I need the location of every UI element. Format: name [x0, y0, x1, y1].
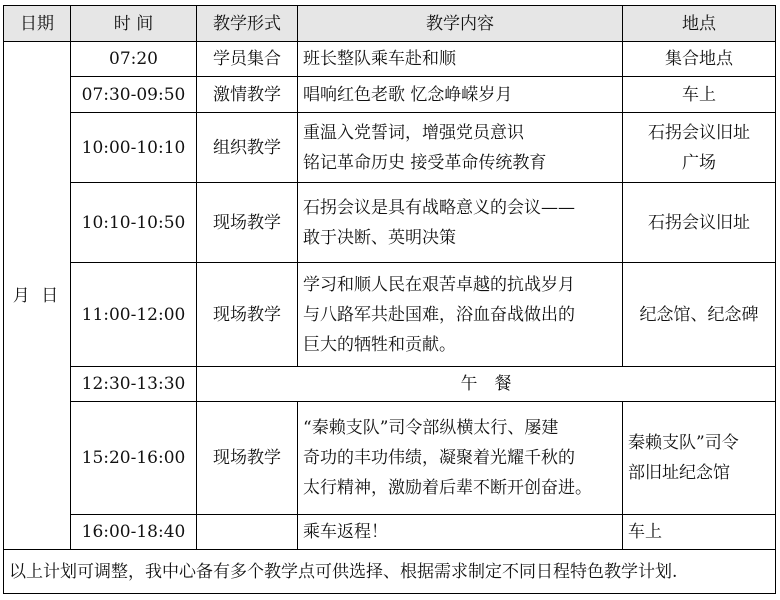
content-cell: [298, 113, 623, 183]
place-line: 秦赖支队”司令: [628, 433, 739, 453]
place-cell: [623, 183, 776, 263]
place-line: 石拐会议旧址: [648, 122, 750, 143]
table-row: [4, 113, 776, 183]
place-line: 广场: [682, 152, 716, 173]
header-content: 教学内容: [298, 6, 623, 42]
content-line: 乘车返程！: [303, 522, 388, 542]
content-line: 学习和顺人民在艰苦卓越的抗战岁月: [303, 274, 575, 295]
place-line: 石拐会议旧址: [648, 212, 750, 233]
content-cell: [298, 77, 623, 113]
place-cell: [623, 42, 776, 77]
content-line: 太行精神，激励着后辈不断开创奋进。: [303, 478, 592, 498]
content-line: 敢于决断、英明决策: [303, 227, 456, 248]
place-line: 纪念馆、纪念碑: [639, 304, 759, 325]
content-cell: [298, 402, 623, 515]
time-cell: 10:00-10:10: [71, 113, 197, 183]
footer-row: [4, 550, 776, 594]
place-cell: [623, 402, 776, 515]
form-cell: [197, 515, 298, 550]
content-line: 奇功的丰功伟绩，凝聚着光耀千秋的: [303, 448, 575, 468]
content-line: 巨大的牺牲和贡献。: [303, 334, 456, 355]
time-cell: 15:20-16:00: [71, 402, 197, 515]
content-cell: [298, 42, 623, 77]
place-cell: [623, 113, 776, 183]
time-cell: 11:00-12:00: [71, 263, 197, 367]
content-line: “秦赖支队”司令部纵横太行、屡建: [303, 418, 559, 438]
content-line: 唱响红色老歌 忆念峥嵘岁月: [303, 84, 513, 105]
place-cell: [623, 263, 776, 367]
place-line: 集合地点: [665, 49, 733, 69]
place-cell: [623, 515, 776, 550]
schedule-table: [3, 5, 776, 594]
form-cell: 现场教学: [197, 402, 298, 515]
content-cell: [298, 515, 623, 550]
time-cell: 12:30-13:30: [71, 367, 197, 402]
content-line: 铭记革命历史 接受革命传统教育: [303, 152, 547, 173]
table-row: [4, 515, 776, 550]
time-cell: 10:10-10:50: [71, 183, 197, 263]
content-cell: [298, 263, 623, 367]
content-line: 石拐会议是具有战略意义的会议——: [303, 197, 575, 218]
time-cell: 07:20: [71, 42, 197, 77]
date-cell: 月 日: [4, 42, 71, 550]
header-form: 教学形式: [197, 6, 298, 42]
table-row: [4, 367, 776, 402]
form-cell: 学员集合: [197, 42, 298, 77]
table-row: [4, 402, 776, 515]
content-line: 重温入党誓词，增强党员意识: [303, 122, 524, 143]
place-cell: [623, 77, 776, 113]
header-place: 地点: [623, 6, 776, 42]
lunch-cell: 午 餐: [197, 367, 776, 402]
header-row: [4, 6, 776, 42]
form-cell: 激情教学: [197, 77, 298, 113]
place-line: 车上: [682, 84, 716, 105]
table-row: [4, 263, 776, 367]
place-line: 车上: [628, 522, 662, 542]
content-cell: [298, 183, 623, 263]
footer-note: 以上计划可调整，我中心备有多个教学点可供选择、根据需求制定不同日程特色教学计划.: [4, 550, 776, 594]
table-row: [4, 183, 776, 263]
table-row: [4, 42, 776, 77]
content-line: 班长整队乘车赴和顺: [303, 49, 456, 69]
form-cell: 现场教学: [197, 183, 298, 263]
time-cell: 07:30-09:50: [71, 77, 197, 113]
header-time: 时 间: [71, 6, 197, 42]
form-cell: 现场教学: [197, 263, 298, 367]
header-date: 日期: [4, 6, 71, 42]
content-line: 与八路军共赴国难，浴血奋战做出的: [303, 304, 575, 325]
table-row: [4, 77, 776, 113]
time-cell: 16:00-18:40: [71, 515, 197, 550]
form-cell: 组织教学: [197, 113, 298, 183]
place-line: 部旧址纪念馆: [628, 463, 730, 483]
